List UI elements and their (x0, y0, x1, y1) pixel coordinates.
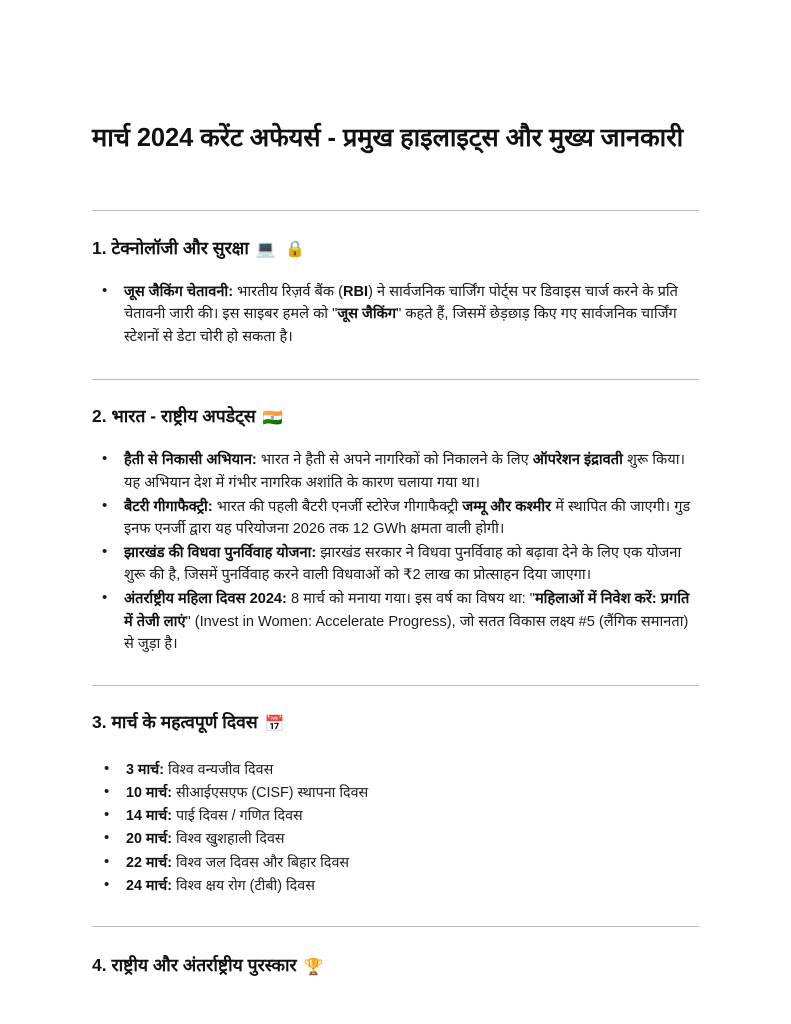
bullet-body: झारखंड सरकार ने विधवा पुनर्विवाह को बढ़ावा देने के लिए एक योजना शुरू की है, जिसमें पुनर्विवाह करने वाली विधवाओं को ₹2 लाख का प्रोत्साहन दिया जाएगा। (124, 545, 682, 584)
bullet-bold-term: महिलाओं में निवेश करें: प्रगति में तेजी लाएं (124, 591, 690, 630)
section-heading-3 (92, 711, 699, 735)
bullet-bold-term: जूस जैकिंग (337, 306, 397, 323)
list-item (92, 449, 699, 493)
list-item (92, 759, 699, 781)
day-date: 10 मार्च: (126, 784, 172, 801)
list-item (92, 828, 699, 850)
list-item (92, 542, 699, 586)
day-date: 24 मार्च: (126, 878, 172, 895)
bullet-body: भारतीय रिज़र्व बैंक ( (233, 284, 343, 301)
trophy-icon: 🏆 (303, 957, 326, 977)
day-event: विश्व खुशहाली दिवस (171, 831, 285, 848)
bullet-body: भारत की पहली बैटरी एनर्जी स्टोरेज गीगाफैक्ट्री (212, 498, 463, 515)
section-divider (92, 926, 699, 927)
bullet-bold-term: RBI (342, 284, 369, 301)
bullet-body: ) ने सार्वजनिक चार्जिंग पोर्ट्स पर डिवाइस चार्ज करने के प्रति चेतावनी जारी की। इस साइबर हमले को " (124, 284, 678, 323)
section-divider (92, 379, 699, 380)
bullet-lead: झारखंड की विधवा पुनर्विवाह योजना: (124, 545, 317, 562)
day-event: विश्व जल दिवस और बिहार दिवस (171, 854, 350, 871)
page-title: मार्च 2024 करेंट अफेयर्स - प्रमुख हाइलाइट्स और मुख्य जानकारी (92, 124, 684, 152)
laptop-icon: 💻 🔒 (255, 239, 308, 259)
bullet-lead: अंतर्राष्ट्रीय महिला दिवस 2024: (124, 591, 287, 608)
important-days-list (92, 759, 699, 898)
day-event: सीआईएसएफ (CISF) स्थापना दिवस (171, 784, 369, 801)
india-flag-icon: 🇮🇳 (262, 407, 285, 427)
bullet-bold-term: जम्मू और कश्मीर (462, 498, 552, 515)
bullet-body: " (Invest in Women: Accelerate Progress), जो सतत विकास लक्ष्य #5 (लैंगिक समानता) से जुड़ा है। (124, 613, 689, 652)
section-heading-1-label: 1. टेक्नोलॉजी और सुरक्षा (92, 237, 249, 258)
bullet-bold-term: ऑपरेशन इंद्रावती (532, 452, 623, 469)
section-1-bullet-list (92, 281, 699, 348)
day-date: 22 मार्च: (126, 854, 172, 871)
day-date: 3 मार्च: (126, 761, 165, 778)
list-item (92, 852, 699, 874)
section-divider (92, 685, 699, 686)
bullet-body: भारत ने हैती से अपने नागरिकों को निकालने के लिए (256, 452, 533, 469)
section-heading-2 (92, 405, 699, 429)
list-item (92, 805, 699, 827)
bullet-body: " कहते हैं, जिसमें छेड़छाड़ किए गए सार्वजनिक चार्जिंग स्टेशनों से डेटा चोरी हो सकता है। (124, 306, 677, 345)
day-event: विश्व वन्यजीव दिवस (164, 761, 274, 778)
section-2-bullet-list (92, 449, 699, 655)
list-item (92, 875, 699, 897)
list-item (92, 782, 699, 804)
day-event: विश्व क्षय रोग (टीबी) दिवस (171, 878, 315, 895)
list-item (92, 588, 699, 655)
calendar-icon: 📅 (264, 713, 287, 733)
bullet-lead: जूस जैकिंग चेतावनी: (124, 284, 234, 301)
bullet-body: शुरू किया। यह अभियान देश में गंभीर नागरिक अशांति के कारण चलाया गया था। (124, 452, 686, 491)
section-heading-1 (92, 237, 699, 261)
section-heading-2-label: 2. भारत - राष्ट्रीय अपडेट्स (92, 405, 256, 426)
day-event: पाई दिवस / गणित दिवस (171, 808, 303, 825)
day-date: 20 मार्च: (126, 831, 172, 848)
section-divider (92, 210, 699, 211)
list-item (92, 281, 699, 348)
section-heading-4-label: 4. राष्ट्रीय और अंतर्राष्ट्रीय पुरस्कार (92, 955, 297, 976)
bullet-body: में स्थापित की जाएगी। गुड इनफ एनर्जी द्वारा यह परियोजना 2026 तक 12 GWh क्षमता वाली होगी। (124, 498, 691, 537)
list-item (92, 496, 699, 540)
bullet-lead: बैटरी गीगाफैक्ट्री: (124, 498, 213, 515)
bullet-lead: हैती से निकासी अभियान: (124, 452, 257, 469)
day-date: 14 मार्च: (126, 808, 172, 825)
bullet-body: 8 मार्च को मनाया गया। इस वर्ष का विषय था: " (286, 591, 535, 608)
section-heading-3-label: 3. मार्च के महत्वपूर्ण दिवस (92, 711, 258, 732)
section-heading-4 (92, 954, 699, 978)
